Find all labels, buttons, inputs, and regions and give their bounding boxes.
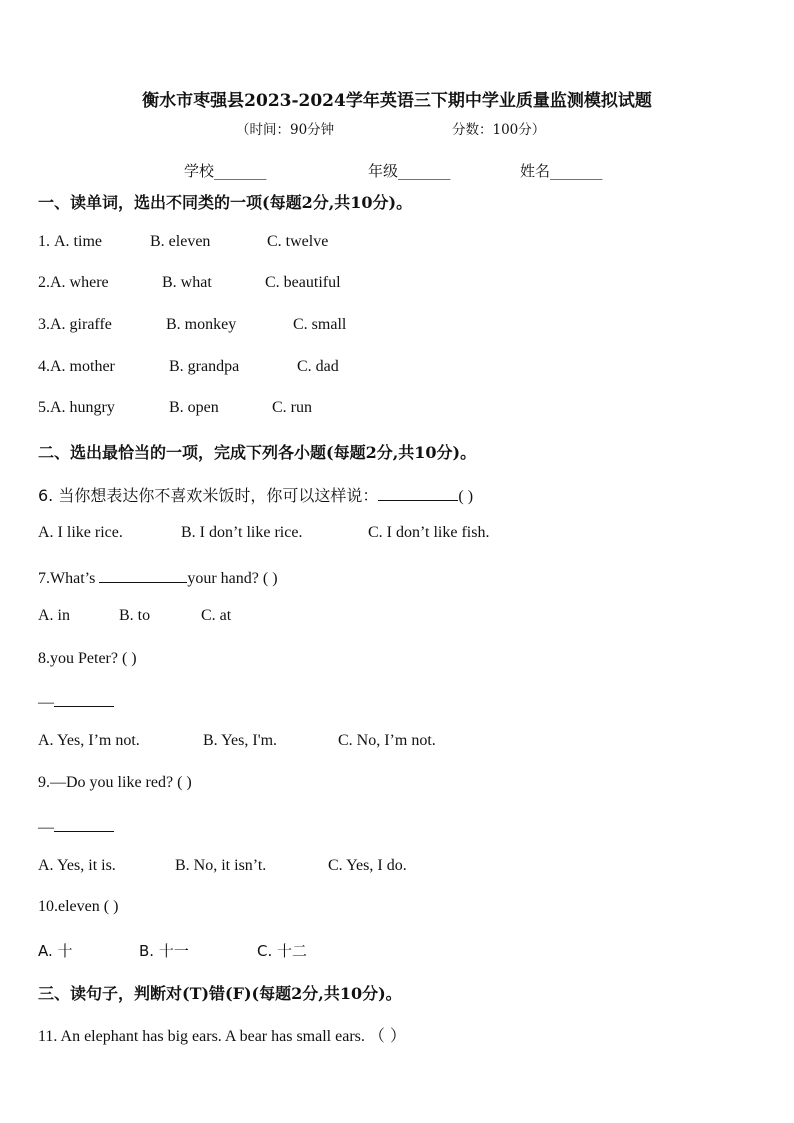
answer-blank bbox=[378, 484, 458, 501]
option-a: A. in bbox=[38, 607, 70, 624]
option-c: C. run bbox=[272, 399, 312, 416]
option-c: C. beautiful bbox=[265, 274, 341, 291]
question-stem: 6. 当你想表达你不喜欢米饭时，你可以这样说： bbox=[38, 486, 379, 505]
option-a: A. Yes, it is. bbox=[38, 857, 116, 874]
question-stem-end: your hand? ( ) bbox=[187, 570, 278, 587]
question-7 bbox=[38, 566, 278, 588]
option-c: C. small bbox=[293, 316, 347, 333]
option-b: B. No, it isn’t. bbox=[175, 857, 267, 874]
page-title: 衡水市枣强县2023-2024学年英语三下期中学业质量监测模拟试题 bbox=[142, 91, 652, 111]
option-a: A. where bbox=[50, 274, 109, 291]
question-6-options bbox=[38, 524, 489, 542]
question-8: 8.you Peter? ( ) bbox=[38, 650, 137, 667]
question-stem: 11. An elephant has big ears. A bear has small ears. bbox=[38, 1028, 365, 1045]
answer-blank bbox=[99, 566, 187, 583]
option-c: C. at bbox=[201, 607, 232, 624]
answer-blank bbox=[54, 815, 114, 832]
school-field: 学校_______ bbox=[184, 162, 267, 180]
question-number: 3. bbox=[38, 316, 50, 333]
question-number: 1. bbox=[38, 233, 54, 250]
option-b: B. to bbox=[119, 607, 151, 624]
question-number: 4. bbox=[38, 358, 50, 375]
option-a: A. time bbox=[54, 233, 102, 250]
option-c: C. Yes, I do. bbox=[328, 857, 407, 874]
section-1-heading: 一、读单词，选出不同类的一项(每题2分,共10分)。 bbox=[38, 193, 413, 212]
question-9: 9.—Do you like red? ( ) bbox=[38, 774, 192, 791]
question-stem-start: 7.What’s bbox=[38, 570, 100, 587]
option-b: B. 十一 bbox=[139, 942, 189, 960]
option-a: A. mother bbox=[50, 358, 115, 375]
option-a: A. giraffe bbox=[50, 316, 112, 333]
question-number: 2. bbox=[38, 274, 50, 291]
option-c: C. No, I’m not. bbox=[338, 732, 436, 749]
question-8-options bbox=[38, 732, 436, 750]
question-6 bbox=[38, 483, 473, 506]
question-9-options bbox=[38, 857, 407, 875]
option-b: B. eleven bbox=[150, 233, 211, 250]
option-b: B. grandpa bbox=[169, 358, 240, 375]
question-10-options bbox=[38, 940, 307, 961]
option-c: C. 十二 bbox=[257, 942, 308, 960]
exam-score: 分数：100分） bbox=[452, 122, 546, 138]
option-c: C. twelve bbox=[267, 233, 329, 250]
dash: — bbox=[38, 694, 54, 711]
option-a: A. I like rice. bbox=[38, 524, 123, 541]
question-number: 5. bbox=[38, 399, 50, 416]
question-11 bbox=[38, 1023, 406, 1046]
option-a: A. hungry bbox=[50, 399, 115, 416]
option-b: B. monkey bbox=[166, 316, 237, 333]
grade-field: 年级_______ bbox=[368, 162, 451, 180]
option-c: C. I don’t like fish. bbox=[368, 524, 490, 541]
answer-paren: （ ） bbox=[368, 1026, 406, 1045]
question-9-answer-line bbox=[38, 815, 114, 837]
question-1 bbox=[38, 233, 328, 251]
question-2 bbox=[38, 274, 341, 292]
option-b: B. open bbox=[169, 399, 219, 416]
option-b: B. what bbox=[162, 274, 212, 291]
option-a: A. 十 bbox=[38, 942, 73, 960]
option-b: B. I don’t like rice. bbox=[181, 524, 303, 541]
answer-blank bbox=[54, 690, 114, 707]
option-b: B. Yes, I'm. bbox=[203, 732, 278, 749]
question-4 bbox=[38, 358, 339, 376]
dash: — bbox=[38, 819, 54, 836]
exam-time: （时间：90分钟 bbox=[236, 122, 335, 138]
question-7-options bbox=[38, 607, 231, 625]
section-2-heading: 二、选出最恰当的一项，完成下列各小题(每题2分,共10分)。 bbox=[38, 443, 477, 462]
option-a: A. Yes, I’m not. bbox=[38, 732, 140, 749]
section-3-heading: 三、读句子，判断对(T)错(F)(每题2分,共10分)。 bbox=[38, 984, 402, 1003]
question-5 bbox=[38, 399, 312, 417]
question-3 bbox=[38, 316, 346, 334]
question-8-answer-line bbox=[38, 690, 114, 712]
answer-paren: ( ) bbox=[458, 488, 474, 505]
option-c: C. dad bbox=[297, 358, 339, 375]
question-10: 10.eleven ( ) bbox=[38, 898, 119, 915]
name-field: 姓名_______ bbox=[520, 162, 603, 180]
